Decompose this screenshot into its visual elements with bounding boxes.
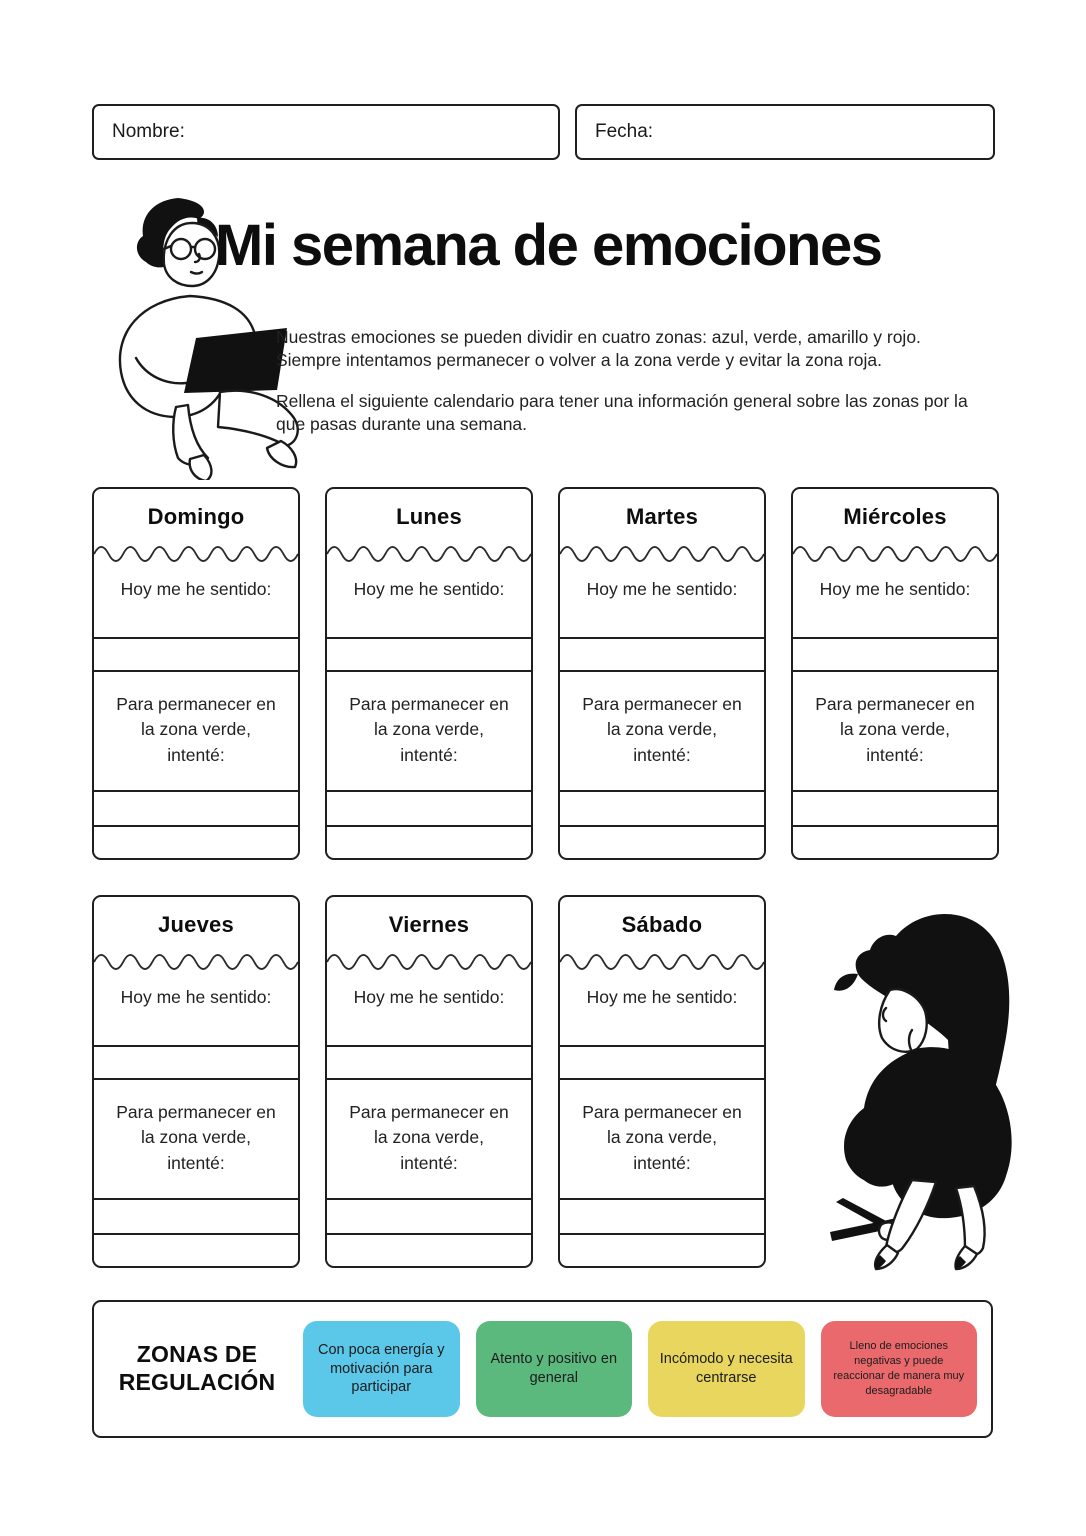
feel-label: Hoy me he sentido: [586,987,738,1007]
name-field-label: Nombre: [112,121,185,142]
tried-label: Para permanecer en la zona verde, intenté: [349,1102,509,1173]
day-card-title: Jueves [158,912,234,937]
zone-label: Atento y positivo en general [490,1351,618,1386]
zone-box-1 [303,1321,460,1417]
day-card-7 [558,895,766,1268]
write-line[interactable] [94,790,298,792]
feel-label: Hoy me he sentido: [120,579,272,599]
write-line[interactable] [560,1233,764,1235]
day-card-title: Martes [625,504,699,529]
date-field-box[interactable] [575,104,995,160]
write-line[interactable] [560,1045,764,1047]
write-line[interactable] [94,1198,298,1200]
tried-label: Para permanecer en la zona verde, intenté: [582,694,742,765]
intro-paragraph-2: Rellena el siguiente calendario para tener una información general sobre las zonas por la que pasas durante una semana. [276,390,968,434]
day-card-title: Sábado [621,912,703,937]
write-line[interactable] [560,1198,764,1200]
write-line[interactable] [560,825,764,827]
wave-divider [327,541,531,567]
write-line[interactable] [560,637,764,639]
tried-label: Para permanecer en la zona verde, intenté: [582,1102,742,1173]
zone-label: Con poca energía y motivación para participar [317,1341,445,1396]
wave-divider [94,541,298,567]
tried-label: Para permanecer en la zona verde, intenté: [116,1102,276,1173]
write-line[interactable] [94,1233,298,1235]
write-line[interactable] [560,670,764,672]
cards-row-1 [92,487,999,860]
day-card-title: Miércoles [843,504,947,529]
feel-label: Hoy me he sentido: [353,579,505,599]
zone-box-2 [476,1321,633,1417]
name-field-box[interactable] [92,104,560,160]
write-line[interactable] [560,790,764,792]
wave-divider [94,949,298,975]
write-line[interactable] [560,1078,764,1080]
write-line[interactable] [327,1045,531,1047]
wave-divider [327,949,531,975]
write-line[interactable] [94,670,298,672]
page-title: Mi semana de emociones [215,213,882,278]
feel-label: Hoy me he sentido: [586,579,738,599]
write-line[interactable] [94,1045,298,1047]
feel-label: Hoy me he sentido: [120,987,272,1007]
feel-label: Hoy me he sentido: [353,987,505,1007]
write-line[interactable] [327,825,531,827]
intro-paragraph-1: Nuestras emociones se pueden dividir en cuatro zonas: azul, verde, amarillo y rojo. Siempre intentamos permanecer o volver a la zona verde y evitar la zona roja. [276,326,921,370]
day-card-5 [92,895,300,1268]
write-line[interactable] [793,670,997,672]
day-card-2 [325,487,533,860]
write-line[interactable] [94,825,298,827]
write-line[interactable] [327,637,531,639]
zone-box-3 [648,1321,805,1417]
date-field-label: Fecha: [595,121,654,142]
zones-legend-bar [92,1300,993,1438]
tried-label: Para permanecer en la zona verde, intenté: [349,694,509,765]
write-line[interactable] [327,790,531,792]
person-phone-illustration [778,880,1078,1272]
tried-label: Para permanecer en la zona verde, intenté: [815,694,975,765]
write-line[interactable] [94,637,298,639]
day-card-6 [325,895,533,1268]
day-card-title: Viernes [388,912,470,937]
write-line[interactable] [327,1198,531,1200]
zone-label: Lleno de emociones negativas y puede reaccionar de manera muy desagradable [833,1340,965,1397]
day-card-3 [558,487,766,860]
zones-boxes [303,1302,977,1436]
wave-divider [560,541,764,567]
day-card-title: Lunes [396,504,462,529]
day-card-1 [92,487,300,860]
day-card-4 [791,487,999,860]
wave-divider [793,541,997,567]
write-line[interactable] [327,670,531,672]
day-card-title: Domingo [147,504,245,529]
write-line[interactable] [793,825,997,827]
write-line[interactable] [327,1078,531,1080]
zone-box-4 [821,1321,978,1417]
write-line[interactable] [327,1233,531,1235]
tried-label: Para permanecer en la zona verde, intenté: [116,694,276,765]
write-line[interactable] [793,637,997,639]
wave-divider [560,949,764,975]
write-line[interactable] [793,790,997,792]
zone-label: Incómodo y necesita centrarse [659,1351,793,1386]
write-line[interactable] [94,1078,298,1080]
feel-label: Hoy me he sentido: [819,579,971,599]
cards-row-2 [92,895,766,1268]
zones-heading: ZONAS DE REGULACIÓN [118,1341,276,1395]
